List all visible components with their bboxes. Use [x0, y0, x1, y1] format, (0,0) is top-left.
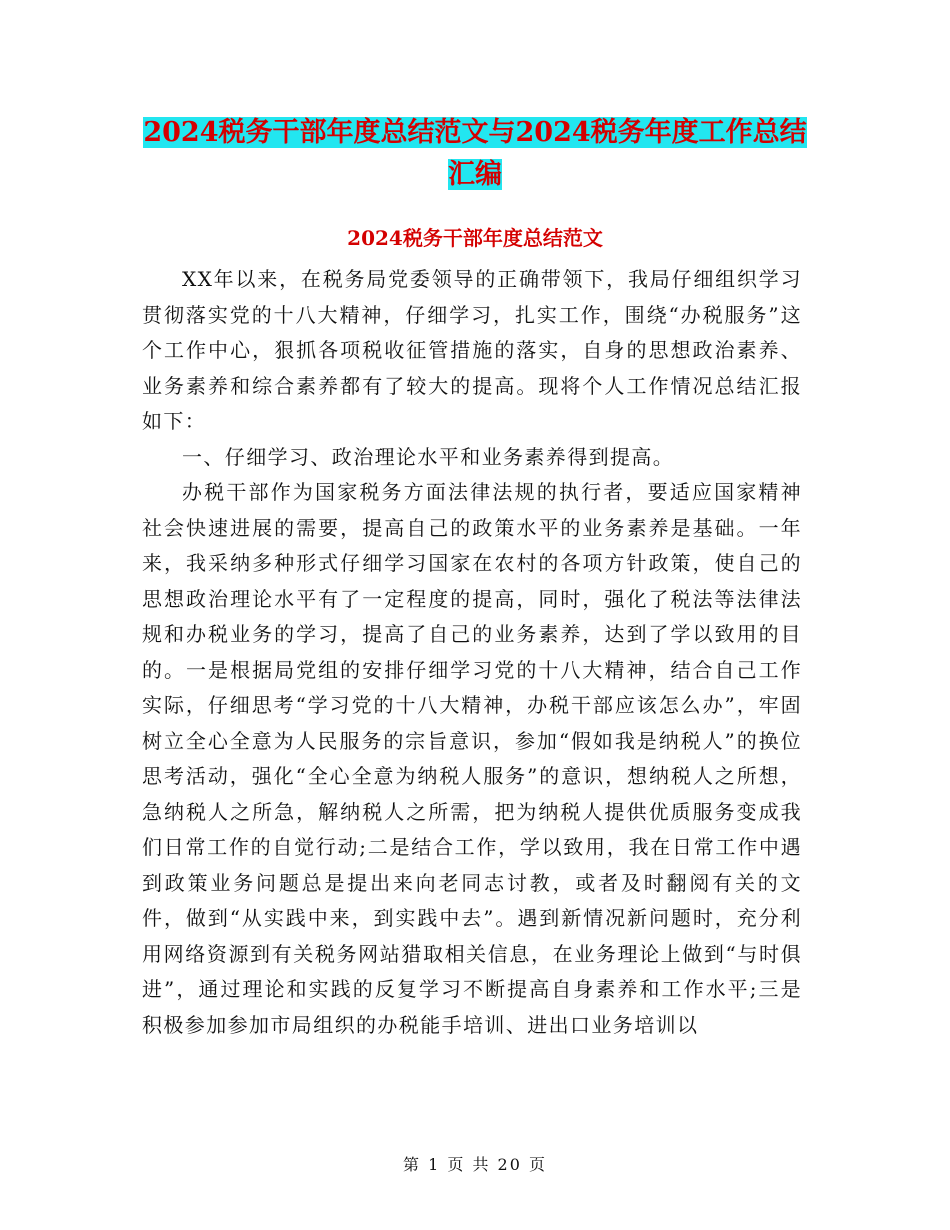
paragraph-heading-1: 一、仔细学习、政治理论水平和业务素养得到提高。	[182, 444, 675, 469]
main-title-line1: 2024税务干部年度总结范文与2024税务年度工作总结	[143, 117, 807, 148]
main-title-line2: 汇编	[448, 159, 502, 190]
main-title	[0, 112, 950, 196]
paragraph-intro: XX年以来，在税务局党委领导的正确带领下，我局仔细组织学习贯彻落实党的十八大精神，仔细学习，扎实工作，围绕“办税服务”这个工作中心，狠抓各项税收征管措施的落实，自身的思想政治素养、业务素养和综合素养都有了较大的提高。现将个人工作情况总结汇报如下：	[142, 267, 802, 433]
paragraph-body-1: 办税干部作为国家税务方面法律法规的执行者，要适应国家精神社会快速进展的需要，提高自己的政策水平的业务素养是基础。一年来，我采纳多种形式仔细学习国家在农村的各项方针政策，使自己的思想政治理论水平有了一定程度的提高，同时，强化了税法等法律法规和办税业务的学习，提高了自己的业务素养，达到了学以致用的目的。一是根据局党组的安排仔细学习党的十八大精神，结合自己工作实际，仔细思考“学习党的十八大精神，办税干部应该怎么办”，牢固树立全心全意为人民服务的宗旨意识，参加“假如我是纳税人”的换位思考活动，强化“全心全意为纳税人服务”的意识，想纳税人之所想，急纳税人之所急，解纳税人之所需，把为纳税人提供优质服务变成我们日常工作的自觉行动;二是结合工作，学以致用，我在日常工作中遇到政策业务问题总是提出来向老同志讨教，或者及时翻阅有关的文件，做到“从实践中来，到实践中去”。遇到新情况新问题时，充分利用网络资源到有关税务网站猎取相关信息，在业务理论上做到“与时俱进”，通过理论和实践的反复学习不断提高自身素养和工作水平;三是积极参加参加市局组织的办税能手培训、进出口业务培训以	[142, 480, 802, 1037]
body-text	[142, 262, 802, 1043]
section-title: 2024税务干部年度总结范文	[347, 226, 603, 250]
page-footer: 第 1 页 共 20 页	[403, 1155, 547, 1174]
